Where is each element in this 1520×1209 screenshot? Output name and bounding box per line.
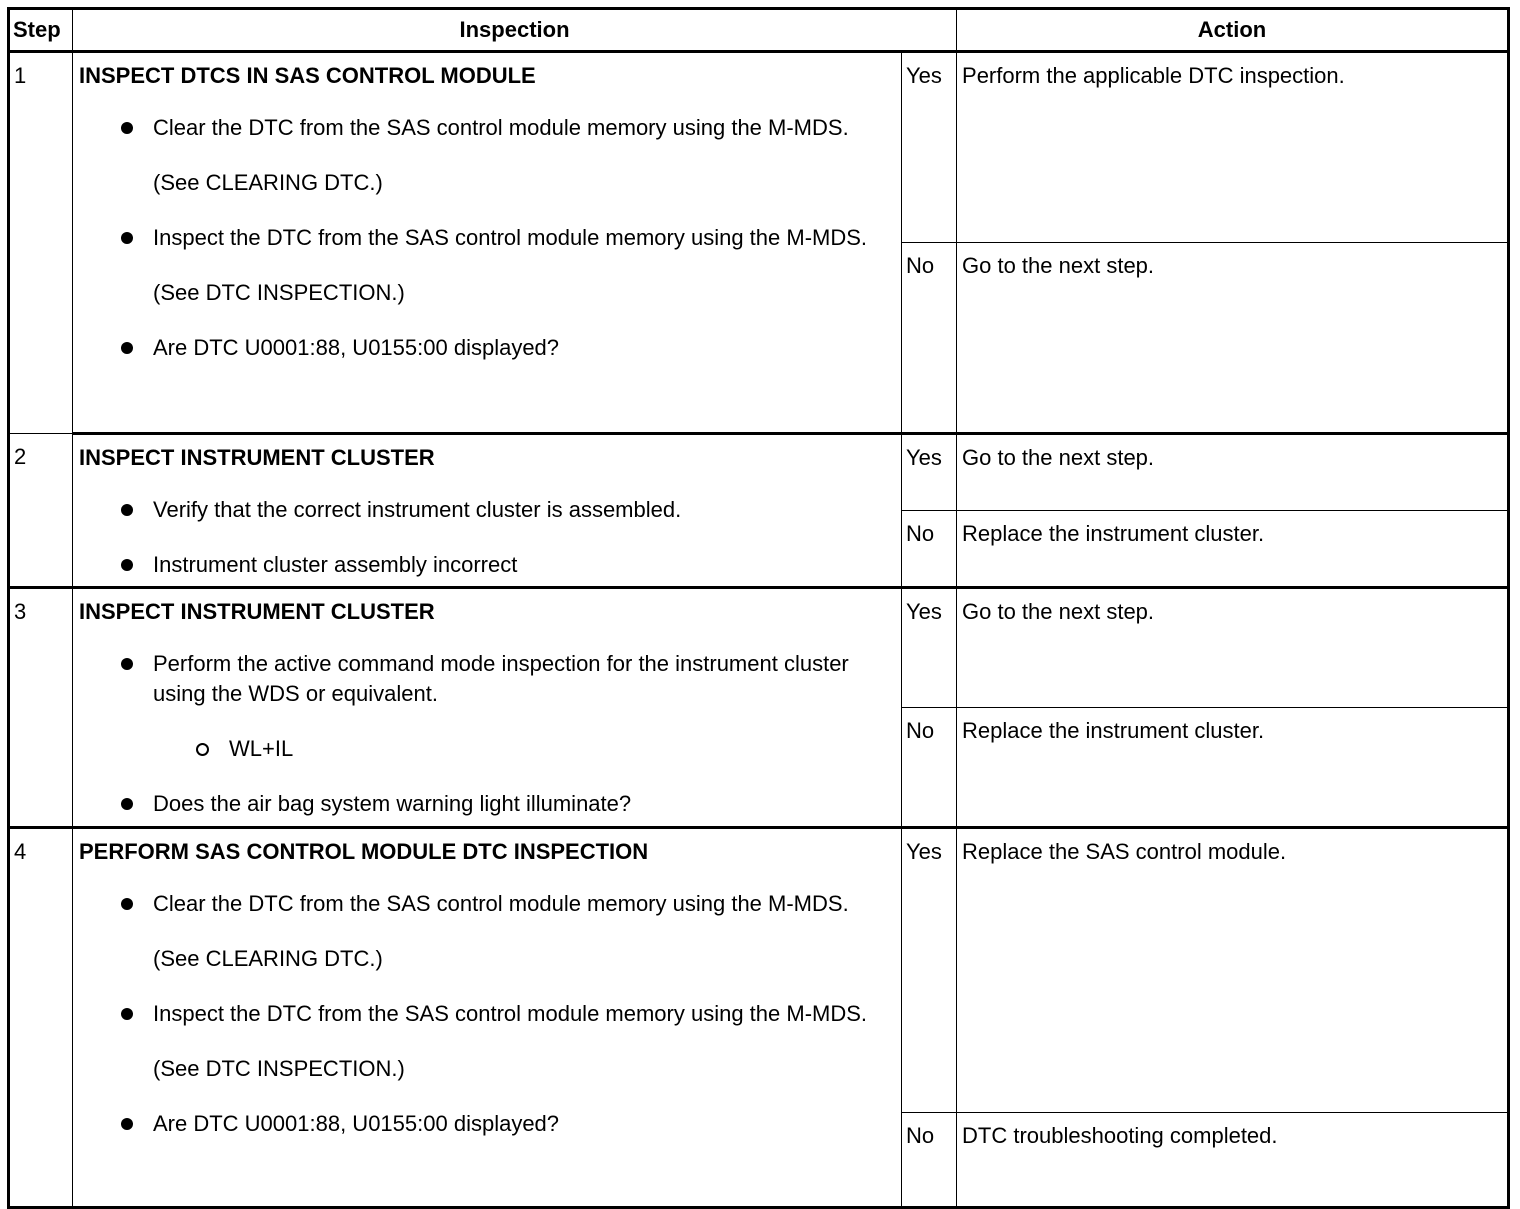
bullet-icon [121,232,133,244]
no-label: No [902,708,957,828]
bullet-item [79,223,893,253]
inspection-cell [73,434,902,588]
bullet-item [79,789,893,819]
note-text: (See DTC INSPECTION.) [153,1056,405,1081]
yes-action: Go to the next step. [957,588,1509,708]
inspection-title: PERFORM SAS CONTROL MODULE DTC INSPECTION [79,839,649,864]
sub-item-text: WL+IL [229,736,294,761]
yes-label: Yes [902,828,957,1113]
step-row [9,434,1509,511]
bullet-item [79,550,893,580]
bullet-text: Clear the DTC from the SAS control module memory using the M-MDS. [153,891,849,916]
bullet-text: Are DTC U0001:88, U0155:00 displayed? [153,335,560,360]
step-row [9,52,1509,243]
inspection-title: INSPECT INSTRUMENT CLUSTER [79,445,435,470]
inspection-cell [73,588,902,828]
step-number: 3 [9,588,73,828]
inspection-cell [73,52,902,434]
bullet-icon [121,798,133,810]
no-action: Replace the instrument cluster. [957,511,1509,588]
note-text: (See DTC INSPECTION.) [153,280,405,305]
bullet-icon [121,658,133,670]
circle-bullet-icon [196,743,209,756]
step-number: 1 [9,52,73,434]
note-text: (See CLEARING DTC.) [153,946,383,971]
bullet-text: Instrument cluster assembly incorrect [153,552,518,577]
bullet-icon [121,559,133,571]
bullet-text: Does the air bag system warning light illuminate? [153,791,632,816]
bullet-icon [121,342,133,354]
yes-label: Yes [902,588,957,708]
bullet-item [79,999,893,1029]
no-action: Replace the instrument cluster. [957,708,1509,828]
bullet-text: Perform the active command mode inspection for the instrument cluster using the WDS or equivalent. [153,651,849,706]
bullet-icon [121,504,133,516]
inspection-cell [73,828,902,1208]
yes-label: Yes [902,52,957,243]
step-row [9,588,1509,708]
no-action: Go to the next step. [957,243,1509,434]
no-label: No [902,511,957,588]
bullet-icon [121,1118,133,1130]
bullet-item [79,333,893,363]
bullet-item [79,495,893,525]
yes-action: Perform the applicable DTC inspection. [957,52,1509,243]
bullet-text: Clear the DTC from the SAS control module memory using the M-MDS. [153,115,849,140]
bullet-icon [121,122,133,134]
step-row [9,828,1509,1113]
yes-action: Replace the SAS control module. [957,828,1509,1113]
diagnostic-table [7,7,1510,1209]
bullet-item [79,889,893,919]
yes-label: Yes [902,434,957,511]
inspection-title: INSPECT DTCS IN SAS CONTROL MODULE [79,63,536,88]
no-label: No [902,243,957,434]
bullet-item [79,649,893,709]
bullet-icon [121,1008,133,1020]
step-number: 2 [9,434,73,588]
bullet-icon [121,898,133,910]
sub-item [79,734,893,764]
bullet-text: Inspect the DTC from the SAS control module memory using the M-MDS. [153,1001,868,1026]
header-row [9,9,1509,52]
yes-action: Go to the next step. [957,434,1509,511]
no-action: DTC troubleshooting completed. [957,1113,1509,1208]
inspection-title: INSPECT INSTRUMENT CLUSTER [79,599,435,624]
header-action: Action [957,9,1509,52]
bullet-text: Verify that the correct instrument cluster is assembled. [153,497,682,522]
header-inspection: Inspection [73,9,957,52]
bullet-text: Inspect the DTC from the SAS control module memory using the M-MDS. [153,225,868,250]
bullet-item [79,113,893,143]
no-label: No [902,1113,957,1208]
bullet-item [79,1109,893,1139]
note-text: (See CLEARING DTC.) [153,170,383,195]
step-number: 4 [9,828,73,1208]
bullet-text: Are DTC U0001:88, U0155:00 displayed? [153,1111,560,1136]
header-step: Step [9,9,73,52]
